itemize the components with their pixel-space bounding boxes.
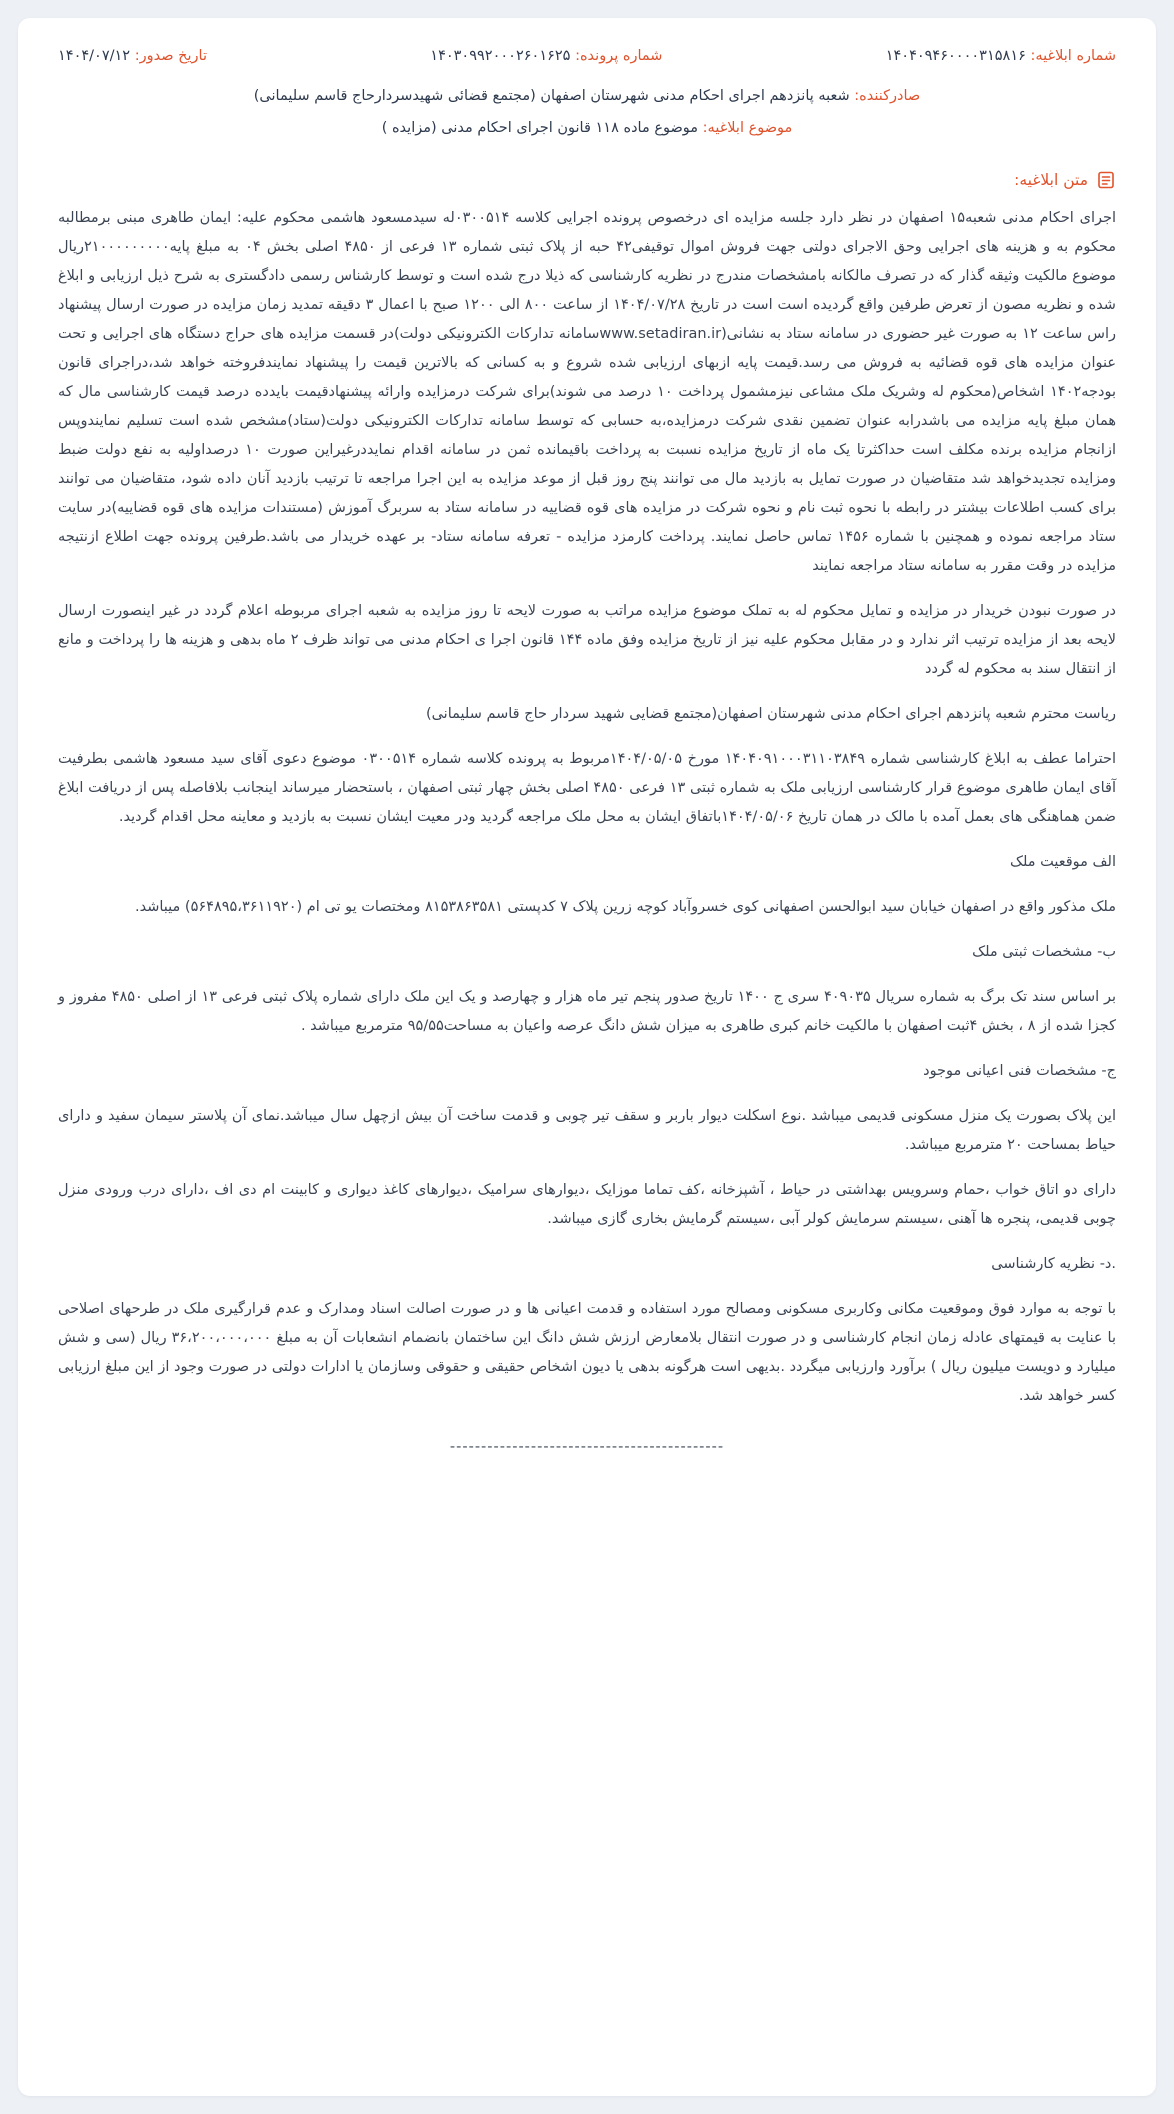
meta-row-top — [58, 48, 1116, 64]
notice-paragraph: ملک مذکور واقع در اصفهان خیابان سید ابوالحسن اصفهانی کوی خسروآباد کوچه زرین پلاک ۷ کدپستی ۸۱۵۳۸۶۳۵۸۱ ومختصات یو تی ام (۵۶۴۸۹۵،۳۶۱۱۹۲۰) میباشد. — [135, 899, 1116, 915]
notice-paragraph: دارای دو اتاق خواب ،حمام وسرویس بهداشتی در حیاط ، آشپزخانه ،کف تماما موزایک ،دیوارهای سرامیک ،دیوارهای کاغذ دیواری و کابینت ام دی اف ،دارای درب ورودی منزل چوبی قدیمی، پنجره ها آهنی ،سیستم سرمایش کولر آبی ،سیستم گرمایش بخاری گازی میباشد. — [58, 1182, 1116, 1227]
notice-paragraph: الف موقعیت ملک — [1009, 854, 1116, 870]
issuer-value: شعبه پانزدهم اجرای احکام مدنی شهرستان اصفهان (مجتمع قضائی شهیدسردارحاج قاسم سلیمانی) — [253, 88, 850, 104]
notice-number-value: ۱۴۰۴۰۹۴۶۰۰۰۰۳۱۵۸۱۶ — [885, 48, 1026, 64]
notice-paragraph: اجرای احکام مدنی شعبه۱۵ اصفهان در نظر دارد جلسه مزایده ای درخصوص پرونده اجرایی کلاسه ۰۳۰۰۵۱۴له سیدمسعود هاشمی محکوم علیه: ایمان طاهری مبنی برمطالبه محکوم به و هزینه های اجرایی وحق الاجرای دولتی جهت فروش اموال توقیفی۴۲ حبه از پلاک ثبتی شماره ۱۳ فرعی از ۴۸۵۰ اصلی بخش ۰۴ به مبلغ پایه۲۱۰۰۰۰۰۰۰۰۰ریال موضوع مالکیت وثیقه گذار که در تصرف مالکانه بامشخصات مندرج در نظریه کارشناسی که ذیلا درج شده است و توسط کارشناس رسمی دادگستری به شرح ذیل ارزیابی و ابلاغ شده و نظریه مصون از تعرض طرفین واقع گردیده است است در تاریخ ۱۴۰۴/۰۷/۲۸ از ساعت ۸۰۰ الی ۱۲۰۰ صبح با اعمال ۳ دقیقه تمدید زمان مزایده در صورت ارسال پیشنهاد راس ساعت ۱۲ به صورت غیر حضوری در سامانه ستاد به نشانی(www.setadiran.irسامانه تدارکات الکترونیکی دولت)در قسمت مزایده های حراج دستگاه های اجرایی و تحت عنوان مزایده های قوه قضائیه به فروش می رسد.قیمت پایه ازبهای ارزیابی شده شروع و به کسانی که بالاترین قیمت را پیشنهاد نمایندفروخته خواهد شد،دراجرای قانون بودجه۱۴۰۲ اشخاص(محکوم له وشریک ملک مشاعی نیزمشمول پرداخت ۱۰ درصد می شوند)برای شرکت درمزایده وارائه پیشنهادقیمت بایدده درصد قیمت کارشناسی مال که همان مبلغ پایه مزایده می باشدرابه عنوان تضمین نقدی شرکت درمزایده،به حسابی که توسط سامانه تدارکات الکترونیکی دولت(ستاد)مشخص شده است تسلیم نمایندوپس ازانجام مزایده برنده مکلف است حداکثرتا یک ماه از تاریخ مزایده نسبت به پرداخت باقیمانده ثمن در سامانه اقدام نمایددرغیراین صورت ۱۰ درصداولیه به نفع دولت ضبط ومزایده تجدیدخواهد شد متقاضیان در صورت تمایل به بازدید مال می توانند پنج روز قبل از موعد مزایده به این اجرا مراجعه تا ترتیب بازدید آنان داده شود، متقاضیان می توانند برای کسب اطلاعات بیشتر در رابطه با نحوه ثبت نام و نحوه شرکت در مزایده های قوه قضاییه در سامانه ستاد به سربرگ آموزش (مستندات مزایده های قوه قضاییه)در سایت ستاد مراجعه نموده و همچنین با شماره ۱۴۵۶ تماس حاصل نمایند. پرداخت کارمزد مزایده - تعرفه سامانه ستاد- بر عهده خریدار می باشد.طرفین پرونده جهت اطلاع ازنتیجه مزایده در وقت مقرر به سامانه ستاد مراجعه نمایند — [58, 210, 1117, 574]
notice-paragraph: این پلاک بصورت یک منزل مسکونی قدیمی میباشد .نوع اسکلت دیوار باربر و سقف تیر چوبی و قدمت ساخت آن بیش ازچهل سال میباشد.نمای آن پلاستر سیمان سفید و دارای حیاط بمساحت ۲۰ مترمربع میباشد. — [58, 1108, 1116, 1153]
notice-paragraph: احتراما عطف به ابلاغ کارشناسی شماره ۱۴۰۴۰۹۱۰۰۰۳۱۱۰۳۸۴۹ مورخ ۱۴۰۴/۰۵/۰۵مربوط به پرونده کلاسه شماره ۰۳۰۰۵۱۴ موضوع دعوی آقای سید مسعود هاشمی بطرفیت آقای ایمان طاهری موضوع قرار کارشناسی ارزیابی ملک به شماره ثبتی ۱۳ فرعی ۴۸۵۰ اصلی بخش چهار ثبتی اصفهان ، باستحضار میرساند اینجانب بلافاصله پس از دریافت ابلاغ ضمن هماهنگی های بعمل آمده با مالک در همان تاریخ ۱۴۰۴/۰۵/۰۶باتفاق ایشان به محل ملک مراجعه گردید ودر معیت ایشان نسبت به بازدید و معاینه محل اقدام گردید. — [58, 751, 1116, 825]
notice-paragraph: در صورت نبودن خریدار در مزایده و تمایل محکوم له به تملک موضوع مزایده مراتب به صورت لایحه تا روز مزایده به شعبه اجرای مربوطه اعلام گردد در غیر اینصورت ارسال لایحه بعد از مزایده ترتیب اثر ندارد و در مقابل محکوم علیه نیز از تاریخ مزایده وفق ماده ۱۴۴ قانون اجرا ی احکام مدنی می تواند ظرف ۲ ماه بدهی و هزینه ها را پرداخت و مانع از انتقال سند به محکوم له گردد — [58, 603, 1116, 677]
notice-paragraph: ریاست محترم شعبه پانزدهم اجرای احکام مدنی شهرستان اصفهان(مجتمع قضایی شهید سردار حاج قاسم سلیمانی) — [425, 706, 1116, 722]
notice-paragraphs — [58, 204, 1116, 1411]
notice-card — [18, 18, 1156, 2096]
notice-body-header — [58, 170, 1116, 190]
case-number-value: ۱۴۰۳۰۹۹۲۰۰۰۲۶۰۱۶۲۵ — [430, 48, 571, 64]
issue-date-value: ۱۴۰۴/۰۷/۱۲ — [58, 48, 131, 64]
document-icon — [1096, 170, 1116, 190]
subject-value: موضوع ماده ۱۱۸ قانون اجرای احکام مدنی (مزایده ) — [381, 120, 699, 136]
subject-row — [58, 120, 1116, 136]
notice-body-title: متن ابلاغیه: — [1014, 171, 1088, 189]
subject-label: موضوع ابلاغیه: — [702, 120, 793, 136]
issue-date-label: تاریخ صدور: — [134, 48, 207, 64]
notice-paragraph: با توجه به موارد فوق وموقعیت مکانی وکاربری مسکونی ومصالح مورد استفاده و قدمت اعیانی ها و در صورت اصالت اسناد ومدارک و عدم قرارگیری ملک در طرحهای اصلاحی با عنایت به قیمتهای عادله زمان انجام کارشناسی و در صورت انتقال بلامعارض ارزش شش دانگ این ساختمان بانضمام انشعابات آن به مبلغ ۳۶،۲۰۰،۰۰۰،۰۰۰ ریال (سی و شش میلیارد و دویست میلیون ریال ) برآورد وارزیابی میگردد .بدیهی است هرگونه بدهی یا دیون اشخاص حقیقی و حقوقی وسازمان یا ادارات دولتی در صورت وجود از این مبلغ ارزیابی کسر خواهد شد. — [58, 1301, 1116, 1404]
notice-number-label: شماره ابلاغیه: — [1030, 48, 1116, 64]
notice-paragraph: ب- مشخصات ثبتی ملک — [972, 944, 1116, 960]
separator-dashes: -------------------------------------------- — [449, 1439, 725, 1455]
issuer-row — [58, 88, 1116, 104]
notice-number — [886, 48, 1116, 64]
case-number — [430, 48, 662, 64]
notice-paragraph: ج- مشخصات فنی اعیانی موجود — [923, 1063, 1116, 1079]
issuer-label: صادرکننده: — [854, 88, 921, 104]
notice-paragraph: بر اساس سند تک برگ به شماره سریال ۴۰۹۰۳۵ سری ج ۱۴۰۰ تاریخ صدور پنجم تیر ماه هزار و چهارصد و یک این ملک دارای شماره پلاک ثبتی فرعی ۱۳ از اصلی ۴۸۵۰ مفروز و کجزا شده از ۸ ، بخش ۴ثبت اصفهان با مالکیت خانم کبری طاهری به میزان شش دانگ عرصه واعیان به مساحت۹۵/۵۵ مترمربع میباشد . — [58, 989, 1116, 1034]
case-number-label: شماره پرونده: — [575, 48, 663, 64]
issue-date — [58, 48, 207, 64]
notice-paragraph: .د- نظریه کارشناسی — [991, 1256, 1116, 1272]
